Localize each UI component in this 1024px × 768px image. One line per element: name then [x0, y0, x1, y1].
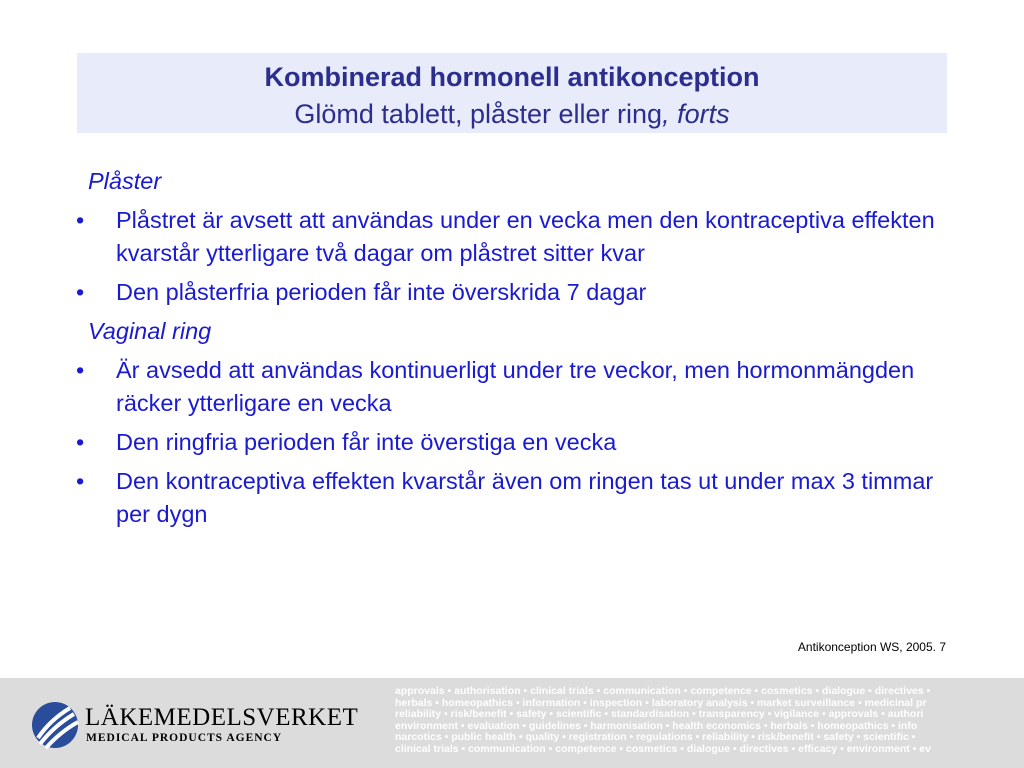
- keyword-band: [395, 686, 1024, 755]
- citation: Antikonception WS, 2005. 7: [797, 640, 946, 654]
- slide-subtitle: [77, 98, 947, 130]
- keyword-line: reliability • risk/benefit • safety • scientific • standardisation • transparency • vigilance • approvals • authori: [395, 708, 924, 720]
- bullet-text: Är avsedd att användas kontinuerligt under tre veckor, men hormonmängden räcker ytterligare en vecka: [116, 357, 915, 416]
- keyword-line: herbals • homeopathics • information • inspection • laboratory analysis • market surveillance • medicinal pr: [395, 696, 927, 709]
- keyword-line: environment • evaluation • guidelines • harmonisation • health economics • herbals • homeopathics • info: [395, 719, 918, 732]
- section-heading-plaster: Plåster: [88, 168, 162, 194]
- bullet-symbol: •: [76, 468, 85, 494]
- bullet-text: Plåstret är avsett att användas under en vecka men den kontraceptiva effekten kvarstår ytterligare två dagar om plåstret sitter kvar: [116, 207, 935, 266]
- keyword-line: narcotics • public health • quality • registration • regulations • reliability • risk/benefit • safety • scientific •: [395, 731, 916, 743]
- section-heading-vaginal-ring: Vaginal ring: [88, 318, 212, 344]
- subtitle-main: Glömd tablett, plåster eller ring: [294, 99, 663, 129]
- subtitle-italic: , forts: [662, 99, 730, 129]
- slide-title: Kombinerad hormonell antikonception: [264, 62, 760, 92]
- bullet-text: Den kontraceptiva effekten kvarstår även om ringen tas ut under max 3 timmar per dygn: [116, 468, 934, 527]
- bullet-item: [76, 204, 956, 270]
- agency-logo-icon: [30, 700, 80, 750]
- bullet-text: Den plåsterfria perioden får inte överskrida 7 dagar: [116, 279, 647, 305]
- bullet-symbol: •: [76, 279, 85, 305]
- slide-content: [76, 165, 956, 537]
- keyword-line: approvals • authorisation • clinical trials • communication • competence • cosmetics • dialogue • directives •: [395, 685, 931, 697]
- brand-name: LÄKEMEDELSVERKET: [85, 704, 359, 731]
- bullet-symbol: •: [76, 429, 85, 455]
- bullet-item: [76, 354, 956, 420]
- bullet-item: [76, 276, 956, 309]
- bullet-item: [76, 426, 956, 459]
- bullet-symbol: •: [76, 207, 85, 233]
- bullet-text: Den ringfria perioden får inte överstiga en vecka: [116, 429, 617, 455]
- footer: [0, 678, 1024, 768]
- bullet-symbol: •: [76, 357, 85, 383]
- title-box: [77, 53, 947, 133]
- keyword-line: clinical trials • communication • competence • cosmetics • dialogue • directives • efficacy • environment • ev: [395, 742, 931, 755]
- brand-subtitle: MEDICAL PRODUCTS AGENCY: [86, 732, 283, 744]
- bullet-item: [76, 465, 956, 531]
